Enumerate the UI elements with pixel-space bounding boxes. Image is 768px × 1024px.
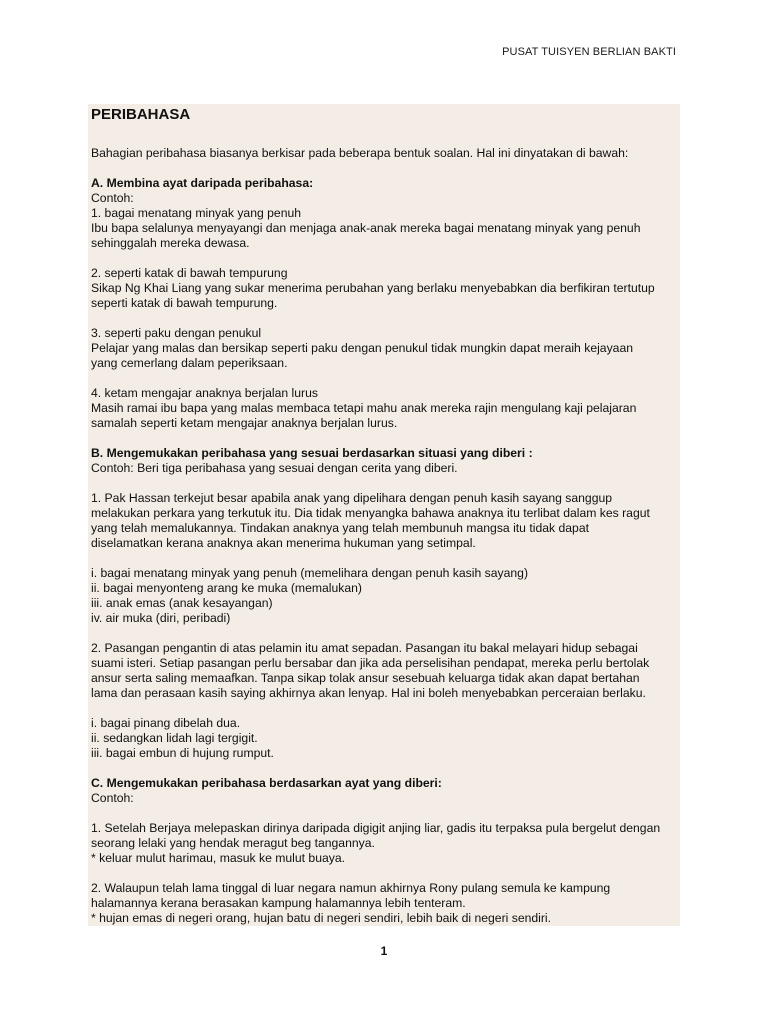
- content-panel: [88, 104, 680, 926]
- b2-line: ansur serta saling memaafkan. Tanpa sikap tolak ansur sesebuah keluarga tidak akan dapat bertahan: [91, 671, 640, 685]
- section-c-heading: C. Mengemukakan peribahasa berdasarkan ayat yang diberi:: [91, 776, 442, 790]
- page-title: PERIBAHASA: [91, 106, 191, 123]
- page-number: 1: [380, 944, 388, 958]
- b1-line: yang telah memalukannya. Tindakan anaknya yang telah membunuh mangsa itu tidak dapat: [91, 521, 589, 535]
- a2-line: Sikap Ng Khai Liang yang sukar menerima perubahan yang berlaku menyebabkan dia berfikiran tertutup: [91, 281, 655, 295]
- a4-line: Masih ramai ibu bapa yang malas membaca tetapi mahu anak mereka rajin mengulang kaji pelajaran: [91, 401, 637, 415]
- b2-answer: iii. bagai embun di hujung rumput.: [91, 746, 274, 760]
- b2-line: 2. Pasangan pengantin di atas pelamin itu amat sepadan. Pasangan itu bakal melayari hidup sebagai: [91, 641, 638, 655]
- section-b-contoh: Contoh: Beri tiga peribahasa yang sesuai dengan cerita yang diberi.: [91, 461, 458, 475]
- c2-answer: * hujan emas di negeri orang, hujan batu di negeri sendiri, lebih baik di negeri sendiri.: [91, 911, 552, 925]
- b1-line: melakukan perkara yang terkutuk itu. Dia tidak menyangka bahawa anaknya itu terlibat dalam kes ragut: [91, 506, 650, 520]
- section-c-contoh: Contoh:: [91, 791, 134, 805]
- b2-line: lama dan perasaan kasih saying akhirnya akan lenyap. Hal ini boleh menyebabkan perceraian berlaku.: [91, 686, 646, 700]
- a2-proverb: 2. seperti katak di bawah tempurung: [91, 266, 288, 280]
- b1-answer: i. bagai menatang minyak yang penuh (memelihara dengan penuh kasih sayang): [91, 566, 529, 580]
- c1-line: seorang lelaki yang hendak meragut beg tangannya.: [91, 836, 375, 850]
- page-header: PUSAT TUISYEN BERLIAN BAKTI: [502, 46, 676, 58]
- b2-line: suami isteri. Setiap pasangan perlu bersabar dan jika ada perselisihan pendapat, mereka perlu bertolak: [91, 656, 650, 670]
- a1-proverb: 1. bagai menatang minyak yang penuh: [91, 206, 302, 220]
- c1-answer: * keluar mulut harimau, masuk ke mulut buaya.: [91, 851, 346, 865]
- c2-line: 2. Walaupun telah lama tinggal di luar negara namun akhirnya Rony pulang semula ke kampung: [91, 881, 611, 895]
- a2-line: seperti katak di bawah tempurung.: [91, 296, 278, 310]
- section-b-heading: B. Mengemukakan peribahasa yang sesuai berdasarkan situasi yang diberi :: [91, 446, 533, 460]
- b1-line: 1. Pak Hassan terkejut besar apabila anak yang dipelihara dengan penuh kasih sayang sanggup: [91, 491, 613, 505]
- b2-answer: ii. sedangkan lidah lagi tergigit.: [91, 731, 258, 745]
- section-a-heading: A. Membina ayat daripada peribahasa:: [91, 176, 314, 190]
- a3-line: Pelajar yang malas dan bersikap seperti paku dengan penukul tidak mungkin dapat meraih kejayaan: [91, 341, 634, 355]
- b2-answer: i. bagai pinang dibelah dua.: [91, 716, 241, 730]
- section-a-contoh: Contoh:: [91, 191, 134, 205]
- c2-line: halamannya kerana berasakan kampung halamannya lebih tenteram.: [91, 896, 466, 910]
- c1-line: 1. Setelah Berjaya melepaskan dirinya daripada digigit anjing liar, gadis itu terpaksa pula bergelut dengan: [91, 821, 661, 835]
- b1-answer: iv. air muka (diri, peribadi): [91, 611, 231, 625]
- a1-line: sehinggalah mereka dewasa.: [91, 236, 250, 250]
- intro-text: Bahagian peribahasa biasanya berkisar pada beberapa bentuk soalan. Hal ini dinyatakan di bawah:: [91, 146, 629, 160]
- a4-proverb: 4. ketam mengajar anaknya berjalan lurus: [91, 386, 318, 400]
- a3-line: yang cemerlang dalam peperiksaan.: [91, 356, 288, 370]
- b1-line: diselamatkan kerana anaknya akan menerima hukuman yang setimpal.: [91, 536, 476, 550]
- b1-answer: iii. anak emas (anak kesayangan): [91, 596, 273, 610]
- b1-answer: ii. bagai menyonteng arang ke muka (memalukan): [91, 581, 362, 595]
- a4-line: samalah seperti ketam mengajar anaknya berjalan lurus.: [91, 416, 398, 430]
- a3-proverb: 3. seperti paku dengan penukul: [91, 326, 262, 340]
- a1-line: Ibu bapa selalunya menyayangi dan menjaga anak-anak mereka bagai menatang minyak yang penuh: [91, 221, 641, 235]
